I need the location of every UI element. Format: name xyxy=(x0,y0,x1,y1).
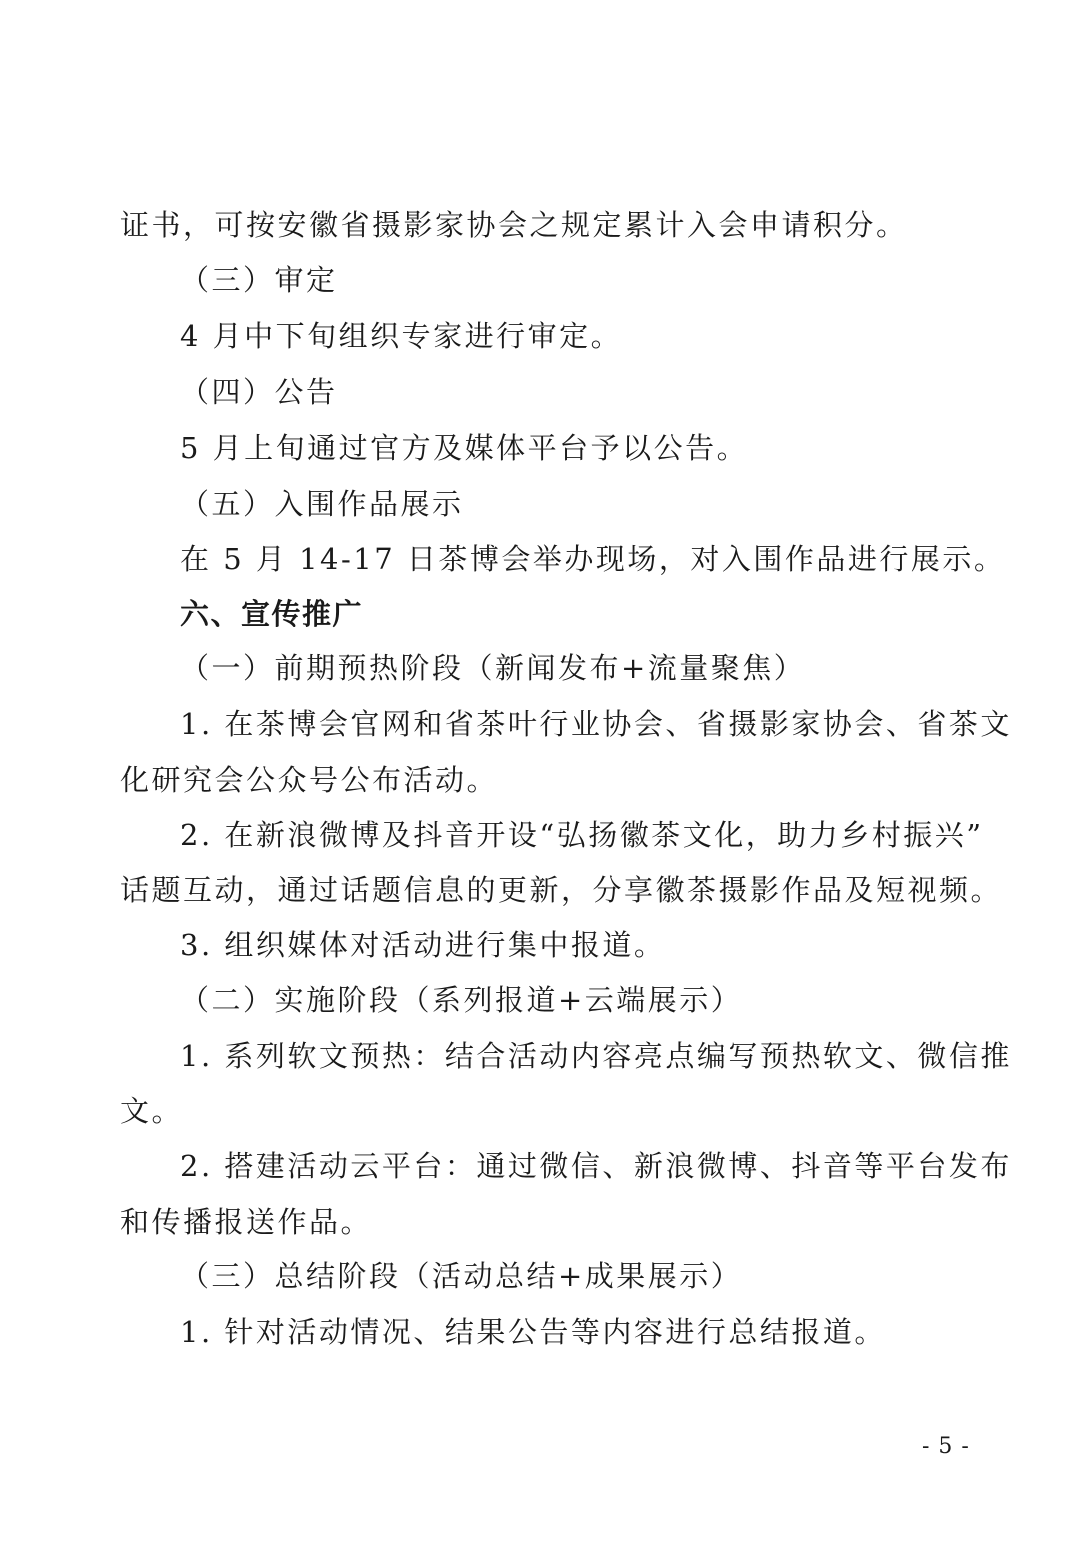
subsection-heading-implementation: （二）实施阶段（系列报道+云端展示） xyxy=(180,983,743,1017)
page-number: - 5 - xyxy=(922,1434,970,1459)
paragraph-line: 文。 xyxy=(120,1094,184,1128)
paragraph-line: 在 5 月 14-17 日茶博会举办现场，对入围作品进行展示。 xyxy=(180,542,1006,576)
section-heading-promotion: 六、宣传推广 xyxy=(180,597,364,631)
paragraph-line: 1. 针对活动情况、结果公告等内容进行总结报道。 xyxy=(180,1315,886,1349)
paragraph-line: 话题互动，通过话题信息的更新，分享徽茶摄影作品及短视频。 xyxy=(120,873,1003,907)
paragraph-line: 和传播报送作品。 xyxy=(120,1205,373,1239)
subsection-heading-announcement: （四）公告 xyxy=(180,375,338,409)
paragraph-line: 1. 系列软文预热：结合活动内容亮点编写预热软文、微信推 xyxy=(180,1039,1012,1073)
subsection-heading-exhibition: （五）入围作品展示 xyxy=(180,487,464,521)
paragraph-line: 证书，可按安徽省摄影家协会之规定累计入会申请积分。 xyxy=(120,208,908,242)
paragraph-line: 5 月上旬通过官方及媒体平台予以公告。 xyxy=(180,431,749,465)
paragraph-line: 1. 在茶博会官网和省茶叶行业协会、省摄影家协会、省茶文 xyxy=(180,707,1012,741)
subsection-heading-summary: （三）总结阶段（活动总结+成果展示） xyxy=(180,1259,743,1293)
paragraph-line: 2. 在新浪微博及抖音开设“弘扬徽茶文化，助力乡村振兴” xyxy=(180,818,984,852)
paragraph-line: 3. 组织媒体对活动进行集中报道。 xyxy=(180,928,666,962)
subsection-heading-review: （三）审定 xyxy=(180,263,338,297)
subsection-heading-warmup: （一）前期预热阶段（新闻发布+流量聚焦） xyxy=(180,651,806,685)
paragraph-line: 4 月中下旬组织专家进行审定。 xyxy=(180,319,623,353)
paragraph-line: 化研究会公众号公布活动。 xyxy=(120,763,499,797)
paragraph-line: 2. 搭建活动云平台：通过微信、新浪微博、抖音等平台发布 xyxy=(180,1149,1012,1183)
